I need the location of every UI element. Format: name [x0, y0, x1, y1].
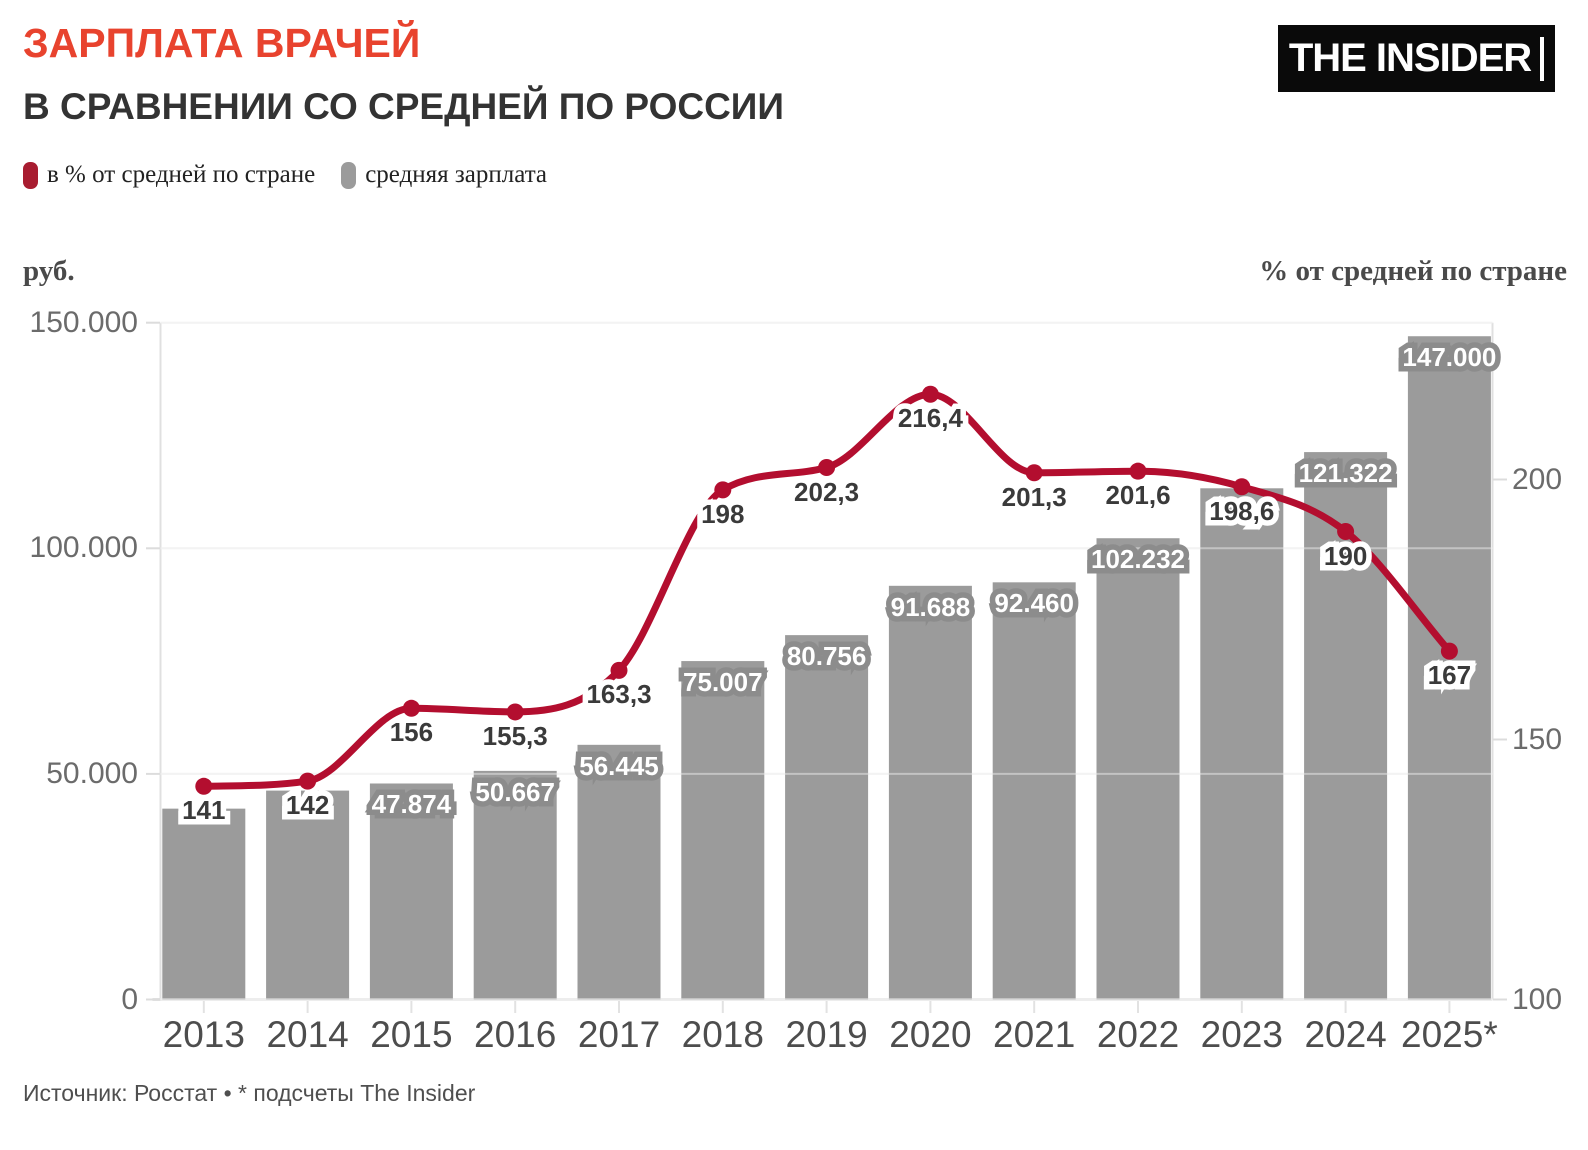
y-axis-left-tick-label: 100.000: [29, 531, 138, 565]
bar-value-label-2021: 92.460 92.460: [994, 590, 1074, 616]
y-axis-right-tick-label: 200: [1512, 462, 1563, 496]
bar-2016: [474, 771, 557, 1000]
bar-2020: [889, 586, 972, 1000]
page-subtitle: В СРАВНЕНИИ СО СРЕДНЕЙ ПО РОССИИ: [23, 86, 784, 127]
y-axis-left-tick-label: 50.000: [46, 756, 138, 790]
left-axis-title: руб.: [23, 255, 75, 287]
line-point-2016: [507, 703, 524, 720]
x-axis-label-2025*: 2025*: [1401, 1014, 1498, 1055]
x-axis-label-2014: 2014: [266, 1014, 349, 1055]
right-axis-title: % от средней по стране: [1259, 255, 1567, 287]
line-point-2022: [1130, 463, 1147, 480]
bar-2015: [370, 783, 453, 999]
bar-2017: [578, 745, 661, 1000]
line-point-label-2018: 198 198: [701, 501, 744, 527]
bar-2013: [162, 809, 245, 1000]
line-point-2020: [922, 386, 939, 403]
x-axis-label-2019: 2019: [785, 1014, 868, 1055]
legend-label-percent: в % от средней по стране: [47, 161, 316, 188]
line-point-2025*: [1441, 643, 1458, 660]
line-point-label-2013: 141 141: [182, 797, 225, 823]
y-axis-right-tick-label: 100: [1512, 982, 1563, 1016]
line-point-label-2016: 155,3 155,3: [483, 723, 548, 749]
line-point-label-2023: 198,6 198,6: [1209, 498, 1274, 524]
x-axis-label-2013: 2013: [162, 1014, 245, 1055]
line-point-2023: [1233, 478, 1250, 495]
bar-value-label-2019: 80.756 80.756: [787, 643, 867, 669]
bar-value-label-2022: 102.232 102.232: [1091, 546, 1185, 572]
bar-value-label-2015: 47.874 47.874: [372, 791, 452, 817]
line-point-label-2024: 190 190: [1324, 543, 1367, 569]
line-point-2021: [1026, 464, 1043, 481]
line-point-label-2019: 202,3 202,3: [794, 479, 859, 505]
line-point-label-2021: 201,3 201,3: [1002, 484, 1067, 510]
source-note: Источник: Росстат • * подсчеты The Insider: [23, 1080, 476, 1106]
bar-2025*: [1408, 336, 1491, 999]
bar-value-label-2020: 91.688 91.688: [891, 594, 971, 620]
x-axis-label-2022: 2022: [1096, 1014, 1180, 1055]
logo-text: THE INSIDER: [1288, 36, 1532, 80]
line-point-2017: [611, 662, 628, 679]
x-axis-label-2018: 2018: [681, 1014, 764, 1055]
line-point-2024: [1337, 523, 1354, 540]
x-axis-label-2015: 2015: [370, 1014, 453, 1055]
y-axis-left-tick-label: 0: [121, 982, 138, 1016]
legend-label-salary: средняя зарплата: [365, 161, 548, 188]
x-axis-label-2017: 2017: [577, 1014, 661, 1055]
x-axis-label-2016: 2016: [474, 1014, 557, 1055]
line-point-2019: [818, 459, 835, 476]
bar-value-label-2016: 50.667 50.667: [475, 779, 555, 805]
line-point-2013: [195, 778, 212, 795]
line-point-2015: [403, 700, 420, 717]
bar-2023: [1200, 488, 1283, 999]
x-axis-label-2024: 2024: [1304, 1014, 1387, 1055]
bar-value-label-2018: 75.007 75.007: [683, 669, 763, 695]
bar-2014: [266, 791, 349, 1000]
y-axis-right-tick-label: 150: [1512, 722, 1563, 756]
line-point-label-2022: 201,6 201,6: [1105, 482, 1170, 508]
page-title: ЗАРПЛАТА ВРАЧЕЙ: [23, 20, 421, 66]
x-axis-label-2021: 2021: [993, 1014, 1076, 1055]
line-point-label-2020: 216,4 216,4: [898, 405, 963, 431]
bar-2021: [993, 582, 1076, 999]
line-point-label-2015: 156 156: [390, 719, 433, 745]
bar-value-label-2025*: 147.000 147.000: [1402, 344, 1496, 370]
y-axis-left-tick-label: 150.000: [29, 305, 138, 339]
bar-2022: [1097, 538, 1180, 999]
line-point-label-2014: 142 142: [286, 792, 329, 818]
bar-value-label-2017: 56.445 56.445: [579, 753, 659, 779]
x-axis-label-2023: 2023: [1200, 1014, 1283, 1055]
x-axis-label-2020: 2020: [889, 1014, 972, 1055]
bar-2019: [785, 635, 868, 999]
bar-2018: [681, 661, 764, 999]
line-point-2018: [714, 481, 731, 498]
line-point-2014: [299, 773, 316, 790]
line-point-label-2025*: 167 167: [1428, 662, 1471, 688]
line-point-label-2017: 163,3 163,3: [586, 681, 651, 707]
bar-value-label-2024: 121.322 121.322: [1299, 460, 1393, 486]
